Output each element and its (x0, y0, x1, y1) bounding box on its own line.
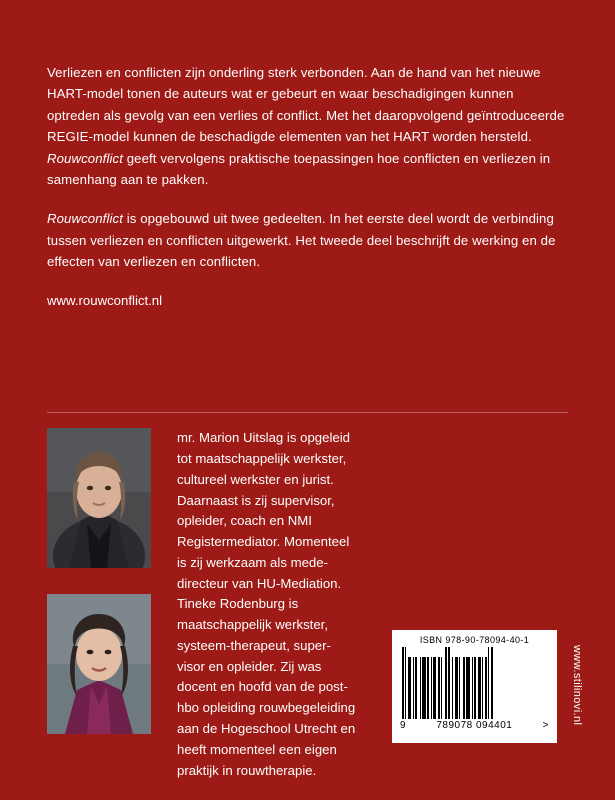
barcode-digits (398, 719, 551, 731)
barcode-trailing: > (542, 720, 549, 731)
blurb-paragraph-2 (47, 208, 568, 272)
blurb-text-1a: Verliezen en conflicten zijn onderling sterk verbonden. Aan de hand van het nieuwe HART-model tonen de auteurs wat er gebeurt en waar beschadigingen kunnen optreden als gevolg van een verlies of conflict. Met het daaropvolgend geïntroduceerde REGIE-model kunnen de beschadigde elementen van het HART worden hersteld. (47, 65, 565, 145)
barcode-digits-right: 789078 094401 (436, 720, 513, 731)
portrait-marion-uitslag (47, 428, 151, 568)
book-title-italic-1: Rouwconflict (47, 150, 123, 166)
publisher-url[interactable]: www.stilinovi.nl (571, 645, 583, 726)
blurb-text-1b: geeft vervolgens praktische toepassingen hoe conflicten en verliezen in samenhang aan te pakken. (47, 150, 551, 187)
author-bio-1: mr. Marion Uitslag is opgeleid tot maatschappelijk werkster, cultureel werkster en jurist. Daarnaast is zij supervisor, opleider, coach en NMI Registermediator. Momenteel is zij werkzaam als mede-directeur van HU-Mediation. (177, 430, 350, 592)
isbn-label: ISBN 978-90-78094-40-1 (419, 635, 530, 645)
barcode-bars (402, 647, 547, 719)
blurb-paragraph-1 (47, 62, 568, 190)
barcode (392, 630, 557, 743)
section-divider (47, 412, 568, 413)
portrait-tineke-rodenburg (47, 594, 151, 734)
barcode-digit-left: 9 (400, 720, 407, 731)
author-block-1 (47, 428, 357, 595)
blurb-text-2b: is opgebouwd uit twee gedeelten. In het eerste deel wordt de verbinding tussen verliezen en conflicten uitgewerkt. Het tweede deel beschrijft de werking en de effecten van verliezen en conflicten. (47, 211, 556, 269)
blurb-container (47, 62, 568, 312)
author-block-2 (47, 594, 357, 782)
book-title-italic-2: Rouwconflict (47, 211, 123, 227)
author-bio-2: Tineke Rodenburg is maatschappelijk werkster, systeem-therapeut, super-visor en opleider. Zij was docent en hoofd van de post-hbo opleiding rouwbegeleiding aan de Hogeschool Utrecht en heeft momenteel een eigen praktijk in rouwtherapie. (177, 596, 356, 778)
website-link[interactable]: www.rouwconflict.nl (47, 293, 163, 309)
